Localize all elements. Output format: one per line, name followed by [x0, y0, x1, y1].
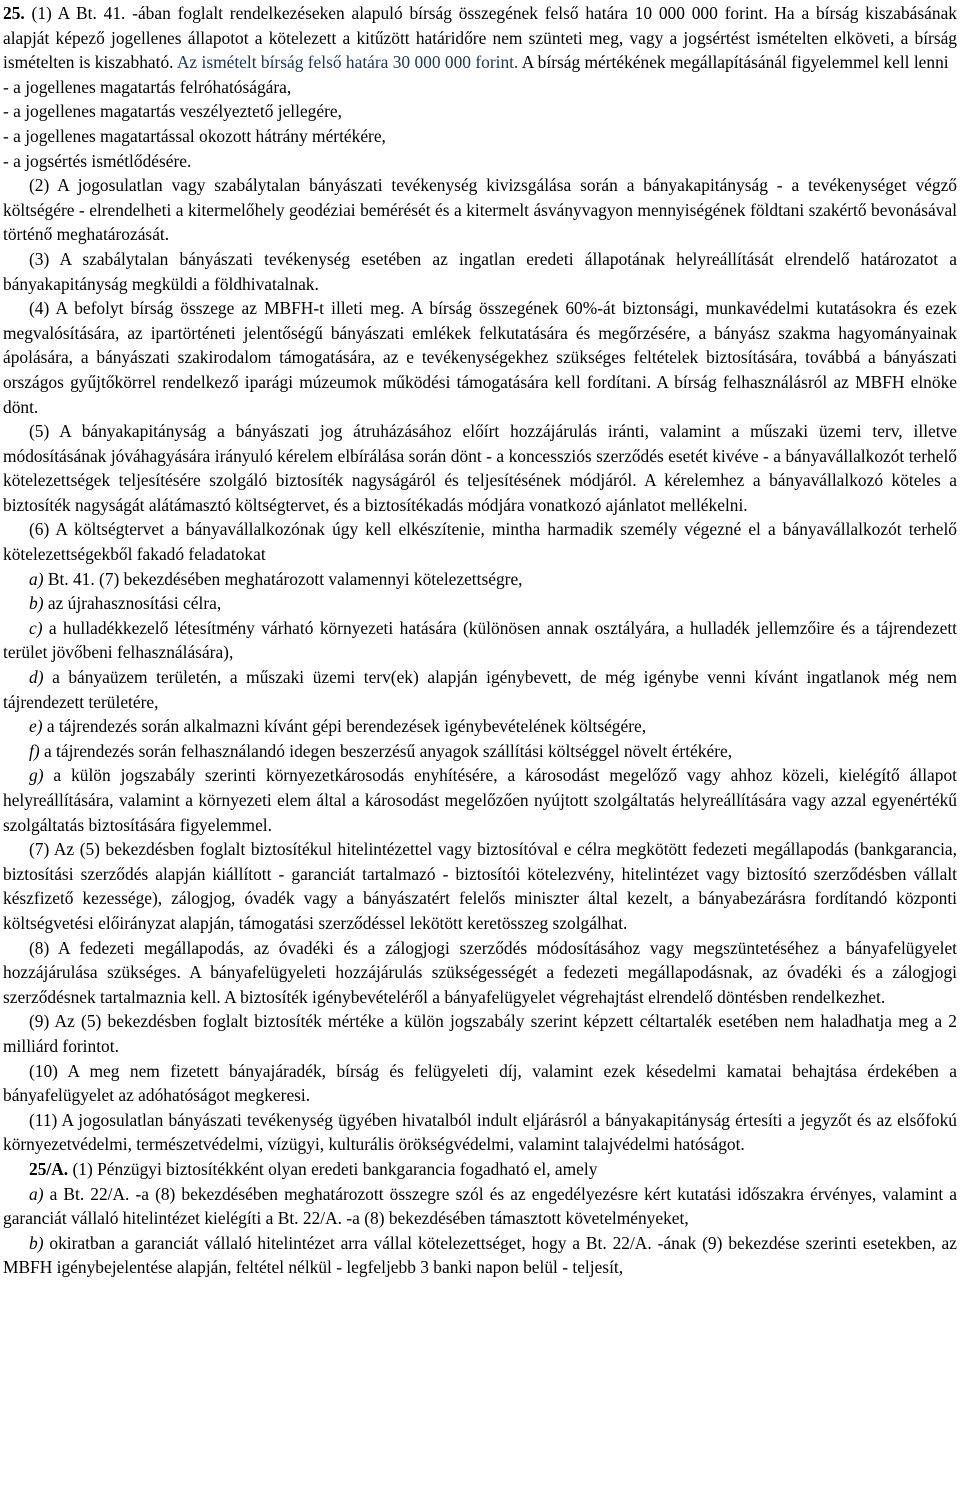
point-letter: b) — [29, 1232, 44, 1253]
paragraph-text: (1) A Bt. 41. -ában foglalt rendelkezéseken alapuló bírság összegének felső határa 10 000 000 forint. Ha a bírság kiszabásának alapját képező jogellenes állapotot a kötelezett a kitűzött határidőre nem szünteti meg, vagy a jogsértést ismételten elköveti, a bírság ismételten is kiszabható. — [3, 3, 957, 73]
section-number: 25/A. — [29, 1158, 69, 1179]
point-text: a külön jogszabály szerinti környezetkárosodás enyhítésére, a károsodást megelőző vagy ahhoz közeli, kielégítő állapot helyreállítására, valamint a környezeti elem által a károsodást megelőzően nyújtott szolgáltatás helyreállítására vagy azzal egyenértékű szolgáltatás biztosítására figyelemmel. — [3, 765, 957, 835]
point-f — [3, 739, 957, 764]
list-item: - a jogellenes magatartással okozott hátrány mértékére, — [3, 125, 386, 146]
point-text: a tájrendezés során felhasználandó idegen beszerzésű anyagok szállítási költséggel növelt értékére, — [39, 740, 733, 761]
paragraph-7: (7) Az (5) bekezdésben foglalt biztosítékul hitelintézettel vagy biztosítóval e célra megkötött fedezeti megállapodás (bankgarancia, biztosítási szerződés alapján kiállított - garanciát tartalmazó - biztosítói kötelezvény, hitelintézet vagy biztosító szerződésben vállalt készfizető kezessége), zálogjog, óvadék vagy a bányászatért felelős miniszter által kezelt, a bányabezárásra fordítandó központi költségvetési előirányzat alapján, támogatási szerződéssel lekötött keretösszeg szolgálhat. — [3, 839, 957, 933]
point-letter: g) — [29, 765, 44, 786]
paragraph-2: (2) A jogosulatlan vagy szabálytalan bányászati tevékenység kivizsgálása során a bányakapitányság - a tevékenységet végző költségére - elrendelheti a kitermelőhely geodéziai bemérését és a kitermelt ásványvagyon mennyiségének földtani szakértő bevonásával történő meghatározását. — [3, 175, 957, 245]
paragraph-6: (6) A költségtervet a bányavállalkozónak úgy kell elkészítenie, mintha harmadik személy végezné el a bányavállalkozót terhelő kötelezettségekből fakadó feladatokat — [3, 519, 957, 565]
point-text: a hulladékkezelő létesítmény várható környezeti hatására (különösen annak osztályára, a hulladék jellemzőire és a tájrendezett terület jövőbeni felhasználására), — [3, 617, 957, 663]
paragraph-8: (8) A fedezeti megállapodás, az óvadéki és a zálogjogi szerződés módosításához vagy megszüntetéséhez a bányafelügyelet hozzájárulása szükséges. A bányafelügyeleti hozzájárulás szükségességét a fedezeti megállapodásnak, az óvadéki és a zálogjogi szerződésnek tartalmaznia kell. A biztosíték igénybevételéről a bányafelügyelet végrehajtást elrendelő döntésben rendelkezhet. — [3, 937, 957, 1007]
point-b — [3, 591, 957, 616]
list-item: - a jogellenes magatartás veszélyeztető jellegére, — [3, 101, 342, 122]
point-d — [3, 665, 957, 714]
point-letter: d) — [29, 667, 44, 688]
paragraph-11: (11) A jogosulatlan bányászati tevékenység ügyében hivatalból indult eljárásról a bányakapitányság értesíti a jegyzőt és az elsőfokú környezetvédelmi, természetvédelmi, vízügyi, kulturális örökségvédelmi, valamint talajvédelmi hatóságot. — [3, 1109, 957, 1155]
point-a — [3, 1182, 957, 1231]
point-g — [3, 763, 957, 837]
point-letter: a) — [29, 568, 44, 589]
point-text: a tájrendezés során alkalmazni kívánt gépi berendezések igénybevételének költségére, — [42, 716, 647, 737]
point-text: okiratban a garanciát vállaló hitelintézet arra vállal kötelezettséget, hogy a Bt. 22/A. -ának (9) bekezdése szerinti esetekben, az MBFH igénybejelentése alapján, feltétel nélkül - legfeljebb 3 banki napon belül - teljesít, — [3, 1232, 957, 1278]
point-letter: a) — [29, 1183, 44, 1204]
point-b — [3, 1231, 957, 1280]
point-text: az újrahasznosítási célra, — [43, 593, 222, 614]
highlighted-text: Az ismételt bírság felső határa 30 000 000 forint. — [176, 52, 519, 73]
list-item: - a jogsértés ismétlődésére. — [3, 150, 192, 171]
paragraph-5: (5) A bányakapitányság a bányászati jog átruházásához előírt hozzájárulás iránti, valamint a műszaki üzemi terv, illetve módosításának jóváhagyására irányuló kérelem elbírálása során dönt - a koncessziós szerződés esetét kivéve - a bányavállalkozót terhelő kötelezettségek teljesítésére szolgáló biztosíték nagyságáról és teljesítésének módjáról. A kérelemhez a bányavállalkozó köteles a biztosíték nagyságát alátámasztó költségtervet, és a biztosítékadás módjára vonatkozó ajánlatot mellékelni. — [3, 421, 957, 515]
point-text: a Bt. 22/A. -a (8) bekezdésében meghatározott összegre szól és az engedélyezésre kért kutatási időszakra érvényes, valamint a garanciát vállaló hitelintézet kielégíti a Bt. 22/A. -a (8) bekezdésében támasztott követelményeket, — [3, 1183, 957, 1229]
point-letter: f) — [29, 740, 40, 761]
point-letter: e) — [29, 716, 43, 737]
point-c — [3, 616, 957, 665]
paragraph-text: A bírság mértékének megállapításánál figyelemmel kell lenni — [518, 52, 949, 73]
section-number: 25. — [3, 3, 25, 23]
paragraph-3: (3) A szabálytalan bányászati tevékenység esetében az ingatlan eredeti állapotának helyreállítását elrendelő határozatot a bányakapitányság megküldi a földhivatalnak. — [3, 248, 957, 294]
paragraph-9: (9) Az (5) bekezdésben foglalt biztosíték mértéke a külön jogszabály szerint képzett céltartalék esetében nem haladhatja meg a 2 milliárd forintot. — [3, 1011, 957, 1056]
point-a — [3, 567, 957, 592]
paragraph-text: (1) Pénzügyi biztosítékként olyan eredeti bankgarancia fogadható el, amely — [68, 1158, 598, 1179]
point-letter: b) — [29, 593, 44, 614]
point-text: a bányaüzem területén, a műszaki üzemi terv(ek) alapján igénybevett, de még igénybe venni kívánt ingatlanok még nem tájrendezett területére, — [3, 667, 957, 712]
section-25a-paragraph-1 — [3, 1157, 957, 1182]
list-item: - a jogellenes magatartás felróhatóságára, — [3, 76, 292, 97]
section-25-paragraph-1 — [3, 1, 957, 75]
paragraph-10: (10) A meg nem fizetett bányajáradék, bírság és felügyeleti díj, valamint ezek késedelmi kamatai behajtása érdekében a bányafelügyelet az adóhatóságot megkeresi. — [3, 1060, 957, 1106]
point-letter: c) — [29, 617, 43, 638]
point-e — [3, 714, 957, 739]
paragraph-4: (4) A befolyt bírság összege az MBFH-t illeti meg. A bírság összegének 60%-át biztonsági, munkavédelmi kutatásokra és ezek megvalósítására, az ipartörténeti jelentőségű bányászati emlékek felkutatására és megőrzésére, a bányász szakma hagyományainak ápolására, a bányászati szakirodalom támogatására, az e tevékenységekhez szükséges feltételek biztosítására, továbbá a bányászati országos gyűjtőkörrel rendelkező iparági múzeumok működési támogatására kell fordítani. A bírság felhasználásról az MBFH elnöke dönt. — [3, 298, 957, 417]
point-text: Bt. 41. (7) bekezdésében meghatározott valamennyi kötelezettségre, — [43, 568, 523, 589]
